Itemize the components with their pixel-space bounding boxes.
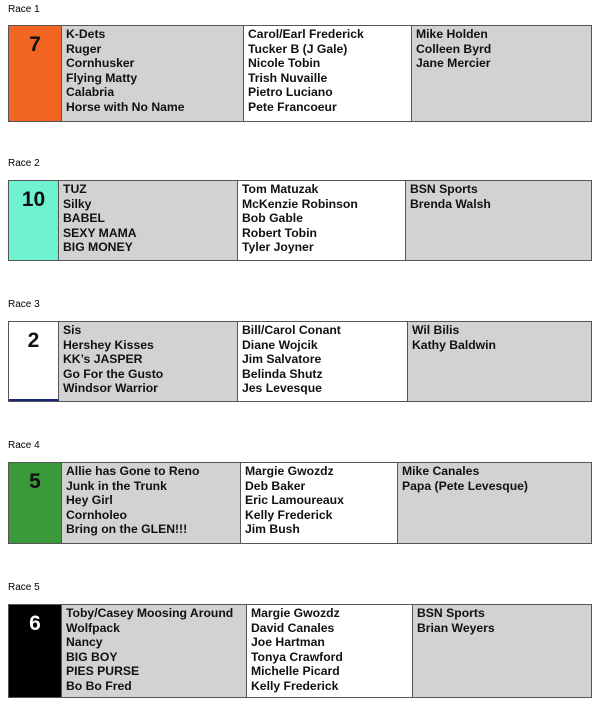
horse-name: SEXY MAMA <box>63 225 137 240</box>
horse-name: Wolfpack <box>66 620 120 635</box>
race-2-table <box>8 180 592 261</box>
race-2-number: 10 <box>9 181 59 260</box>
owner-name: Robert Tobin <box>242 225 317 240</box>
race-1-owners <box>244 26 412 121</box>
horse-name: Hey Girl <box>66 493 113 508</box>
race-4-label: Race 4 <box>8 440 40 451</box>
horse-name: K-Dets <box>66 27 106 41</box>
race-2-owners <box>238 181 406 260</box>
race-3-owners <box>238 322 408 401</box>
horse-name: BIG MONEY <box>63 240 133 255</box>
race-5-number: 6 <box>9 605 62 697</box>
owner-name: Eric Lamoureaux <box>245 493 344 508</box>
owner-name: Bob Gable <box>242 211 303 226</box>
owner-name: Jim Salvatore <box>242 352 322 367</box>
race-5-table <box>8 604 592 698</box>
owner-name: Pietro Luciano <box>248 85 333 100</box>
sponsor-name: Colleen Byrd <box>416 41 492 56</box>
owner-name: David Canales <box>251 620 335 635</box>
sponsor-name: Wil Bilis <box>412 323 460 337</box>
horse-name: Bo Bo Fred <box>66 678 132 693</box>
horse-name: Bring on the GLEN!!! <box>66 522 188 537</box>
owner-name: Tucker B (J Gale) <box>248 41 348 56</box>
sponsor-name: Brian Weyers <box>417 620 495 635</box>
horse-name: Ruger <box>66 41 102 56</box>
race-1-horses <box>62 26 244 121</box>
race-1-table <box>8 25 592 122</box>
horse-name: BABEL <box>63 211 105 226</box>
sponsor-name: Jane Mercier <box>416 56 491 71</box>
owner-name: Belinda Shutz <box>242 366 323 381</box>
owner-name: Kelly Frederick <box>251 678 339 693</box>
horse-name: Toby/Casey Moosing Around <box>66 606 234 620</box>
race-1-number: 7 <box>9 26 62 121</box>
horse-name: TUZ <box>63 182 87 196</box>
race-3-number: 2 <box>9 322 59 401</box>
sponsor-name: BSN Sports <box>410 182 478 196</box>
horse-name: Horse with No Name <box>66 99 185 114</box>
horse-name: Junk in the Trunk <box>66 478 167 493</box>
horse-name: Cornholeo <box>66 507 127 522</box>
horse-name: Silky <box>63 196 92 211</box>
owner-name: Kelly Frederick <box>245 507 333 522</box>
race-4-table <box>8 462 592 544</box>
sponsor-name: BSN Sports <box>417 606 485 620</box>
race-4-sponsors <box>398 463 591 543</box>
horse-name: PIES PURSE <box>66 664 140 679</box>
race-4-horses <box>62 463 241 543</box>
race-2-sponsors <box>406 181 591 260</box>
sponsor-name: Mike Holden <box>416 27 488 41</box>
horse-name: Calabria <box>66 85 115 100</box>
horse-name: Nancy <box>66 635 103 650</box>
owner-name: Nicole Tobin <box>248 56 321 71</box>
owner-name: Diane Wojcik <box>242 337 318 352</box>
owner-name: Trish Nuvaille <box>248 70 328 85</box>
race-2-horses <box>59 181 238 260</box>
owner-name: Jim Bush <box>245 522 300 537</box>
race-4-owners <box>241 463 398 543</box>
owner-name: McKenzie Robinson <box>242 196 358 211</box>
sponsor-name: Papa (Pete Levesque) <box>402 478 528 493</box>
race-5-sponsors <box>413 605 591 697</box>
owner-name: Tonya Crawford <box>251 649 343 664</box>
race-3-sponsors <box>408 322 591 401</box>
horse-name: Hershey Kisses <box>63 337 154 352</box>
race-4-number: 5 <box>9 463 62 543</box>
horse-name: Flying Matty <box>66 70 138 85</box>
horse-name: BIG BOY <box>66 649 118 664</box>
horse-name: KK’s JASPER <box>63 352 143 367</box>
owner-name: Tyler Joyner <box>242 240 314 255</box>
race-2-label: Race 2 <box>8 158 40 169</box>
race-3-label: Race 3 <box>8 299 40 310</box>
owner-name: Jes Levesque <box>242 381 322 396</box>
sponsor-name: Mike Canales <box>402 464 480 478</box>
horse-name: Windsor Warrior <box>63 381 158 396</box>
horse-name: Sis <box>63 323 82 337</box>
race-3-horses <box>59 322 238 401</box>
owner-name: Deb Baker <box>245 478 306 493</box>
owner-name: Tom Matuzak <box>242 182 319 196</box>
race-1-label: Race 1 <box>8 4 40 15</box>
owner-name: Carol/Earl Frederick <box>248 27 364 41</box>
owner-name: Michelle Picard <box>251 664 340 679</box>
race-1-sponsors <box>412 26 591 121</box>
race-3-table <box>8 321 592 402</box>
owner-name: Margie Gwozdz <box>251 606 340 620</box>
race-5-label: Race 5 <box>8 582 40 593</box>
sponsor-name: Brenda Walsh <box>410 196 491 211</box>
sponsor-name: Kathy Baldwin <box>412 337 496 352</box>
owner-name: Margie Gwozdz <box>245 464 334 478</box>
owner-name: Bill/Carol Conant <box>242 323 341 337</box>
horse-name: Allie has Gone to Reno <box>66 464 200 478</box>
horse-name: Cornhusker <box>66 56 135 71</box>
owner-name: Joe Hartman <box>251 635 325 650</box>
owner-name: Pete Francoeur <box>248 99 337 114</box>
race-5-horses <box>62 605 247 697</box>
race-5-owners <box>247 605 413 697</box>
horse-name: Go For the Gusto <box>63 366 164 381</box>
